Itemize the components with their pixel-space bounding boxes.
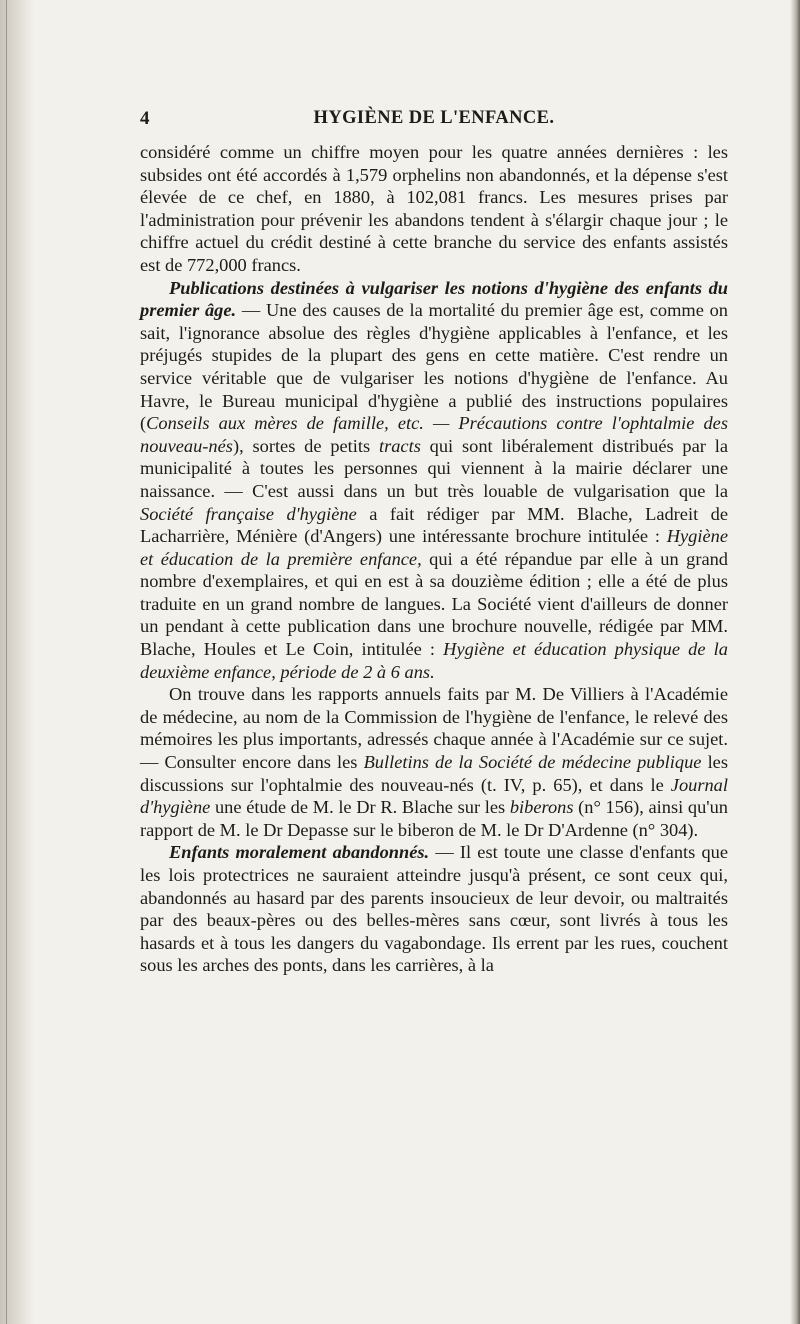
paragraph-publications [140, 277, 728, 684]
italic-term: biberons [509, 797, 574, 818]
text-run: les discussions sur l'ophtalmie des nouveau-nés (t. IV, p. 65), et dans le [140, 752, 728, 795]
page-header [140, 108, 728, 132]
text-run: — Une des causes de la mortalité du premier âge est, comme on sait, l'ignorance absolue des règles d'hygiène applicables à l'enfance, et les préjugés stupides de la plupart des gens en cette matière. C'est rendre un service véritable que de vulgariser les notions d'hygiène de l'enfance. Au Havre, le Bureau municipal d'hygiène a publié des instructions populaires ( [140, 300, 728, 434]
italic-title: Journal d'hygiène [140, 774, 728, 818]
text-run: qui sont libéralement distribués par la municipalité à toutes les personnes qui viennent à la mairie déclarer une naissance. — C'est aussi dans un but très louable de vulgarisation que la [140, 435, 728, 501]
text-run: (n° 156), ainsi qu'un rapport de M. le Dr Depasse sur le biberon de M. le Dr D'Ardenne (n° 304). [140, 797, 728, 840]
section-heading-publications: Publications destinées à vulgariser les notions d'hygiène des enfants du premier âge. [140, 277, 728, 321]
italic-title: Conseils aux mères de famille, etc. — Précautions contre l'ophtalmie des nouveau-nés [140, 413, 728, 456]
running-head: HYGIÈNE DE L'ENFANCE. [313, 107, 555, 129]
text-run: une étude de M. le Dr R. Blache sur les [210, 797, 510, 818]
italic-title: Hygiène et éducation physique de la deuxième enfance, période de 2 à 6 ans. [140, 639, 728, 682]
text-run: qui a été répandue par elle à un grand nombre d'exemplaires, et qui en est à sa douzième édition ; elle a été de plus traduite en un grand nombre de langues. La Société vient d'ailleurs de donner un pendant à cette publication dans une brochure nouvelle, rédigée par MM. Blache, Houles et Le Coin, intitulée : [140, 548, 728, 660]
body-text [140, 141, 728, 977]
italic-term: tracts [378, 435, 421, 456]
paragraph-enfants-abandonnes [140, 841, 728, 977]
text-run: ), sortes de petits [232, 435, 379, 456]
paragraph-continuation: considéré comme un chiffre moyen pour les quatre années dernières : les subsides ont été accordés à 1,579 orphelins non abandonnés, et la dépense s'est élevée de ce chef, en 1880, à 102,081 francs. Les mesures prises par l'administration pour prévenir les abandons tendent à s'élargir chaque jour ; le chiffre actuel du crédit destiné à cette branche du service des enfants assistés est de 772,000 francs. [140, 142, 728, 275]
section-heading-enfants: Enfants moralement abandonnés. [169, 842, 430, 863]
text-run: On trouve dans les rapports annuels faits par M. De Villiers à l'Académie de médecine, au nom de la Commission de l'hygiène de l'enfance, le relevé des mémoires les plus importants, adressés chaque année à l'Académie sur ce sujet. — Consulter encore dans les [140, 684, 728, 773]
binding-edge-line [6, 0, 7, 1324]
text-run: — Il est toute une classe d'enfants que les lois protectrices ne sauraient atteindre jusqu'à présent, ce sont ceux qui, abandonnés au hasard par des parents insoucieux de leur devoir, ou maltraités par des beaux-pères ou des belles-mères sans cœur, sont livrés à tous les hasards et à tous les dangers du vagabondage. Ils errent par les rues, couchent sous les arches des ponts, dans les carrières, à la [140, 842, 728, 976]
italic-title: Hygiène et éducation de la première enfance, [140, 526, 728, 569]
paragraph-rapports [140, 683, 728, 841]
page-right-edge [790, 0, 800, 1324]
page-number: 4 [140, 108, 150, 129]
italic-title: Bulletins de la Société de médecine publique [363, 752, 702, 773]
italic-society-name: Société française d'hygiène [140, 503, 357, 524]
text-run: a fait rédiger par MM. Blache, Ladreit de Lacharrière, Ménière (d'Angers) une intéressante brochure intitulée : [140, 503, 728, 547]
